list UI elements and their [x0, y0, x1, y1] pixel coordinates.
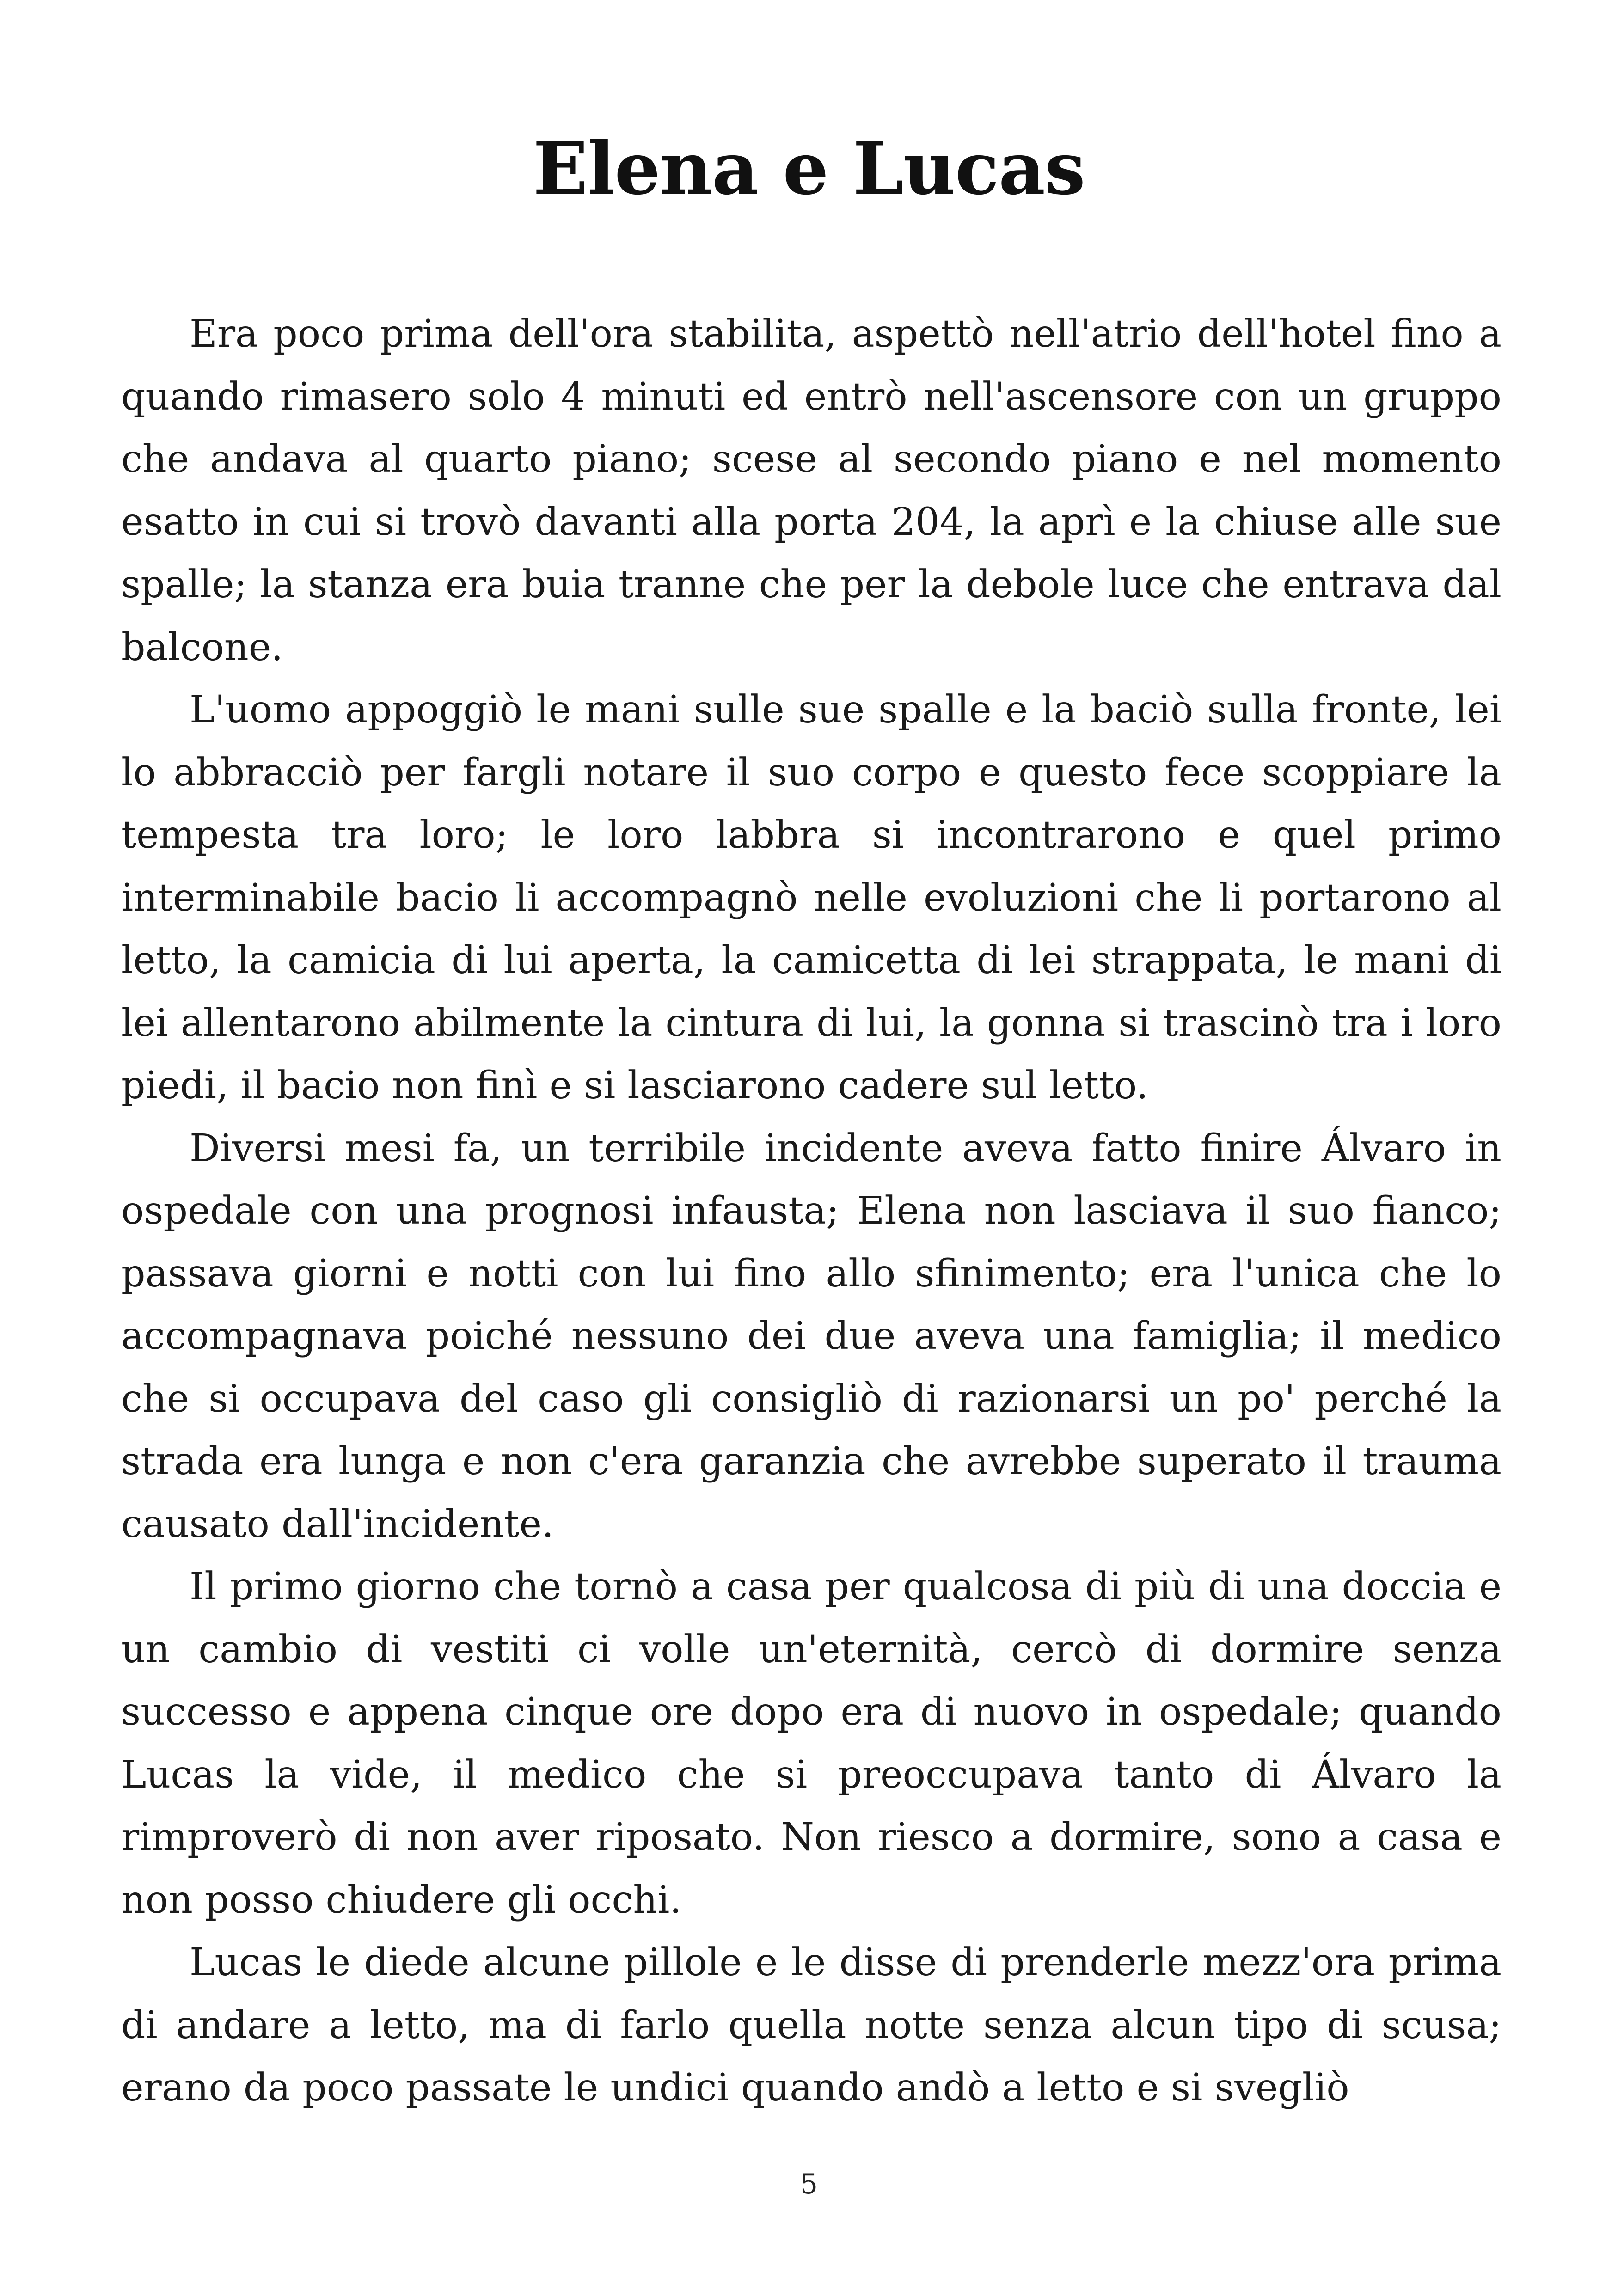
paragraph-2: L'uomo appoggiò le mani sulle sue spalle e la baciò sulla fronte, lei lo abbracciò per fargli notare il suo corpo e questo fece scoppiare la tempesta tra loro; le loro labbra si incontrarono e quel primo interminabile bacio li accompagnò nelle evoluzioni che li portarono al letto, la camicia di lui aperta, la camicetta di lei strappata, le mani di lei allentarono abilmente la cintura di lui, la gonna si trascinò tra i loro piedi, il bacio non finì e si lasciarono cadere sul letto. — [121, 688, 1502, 1108]
paragraph-5: Lucas le diede alcune pillole e le disse di prenderle mezz'ora prima di andare a letto, ma di farlo quella notte senza alcun tipo di scusa; erano da poco passate le undici quando andò a letto e si svegliò — [121, 1941, 1502, 2110]
chapter-title: Elena e Lucas — [533, 126, 1085, 211]
page-number: 5 — [800, 2168, 818, 2200]
chapter-body — [121, 303, 1502, 2119]
paragraph-4: Il primo giorno che tornò a casa per qualcosa di più di una doccia e un cambio di vestiti ci volle un'eternità, cercò di dormire senza successo e appena cinque ore dopo era di nuovo in ospedale; quando Lucas la vide, il medico che si preoccupava tanto di Álvaro la rimproverò di non aver riposato. Non riesco a dormire, sono a casa e non posso chiudere gli occhi. — [121, 1565, 1502, 1922]
paragraph-1: Era poco prima dell'ora stabilita, aspettò nell'atrio dell'hotel fino a quando rimasero solo 4 minuti ed entrò nell'ascensore con un gruppo che andava al quarto piano; scese al secondo piano e nel momento esatto in cui si trovò davanti alla porta 204, la aprì e la chiuse alle sue spalle; la stanza era buia tranne che per la debole luce che entrava dal balcone. — [121, 312, 1502, 669]
paragraph-3: Diversi mesi fa, un terribile incidente aveva fatto finire Álvaro in ospedale con una prognosi infausta; Elena non lasciava il suo fianco; passava giorni e notti con lui fino allo sfinimento; era l'unica che lo accompagnava poiché nessuno dei due aveva una famiglia; il medico che si occupava del caso gli consigliò di razionarsi un po' perché la strada era lunga e non c'era garanzia che avrebbe superato il trauma causato dall'incidente. — [121, 1126, 1502, 1546]
